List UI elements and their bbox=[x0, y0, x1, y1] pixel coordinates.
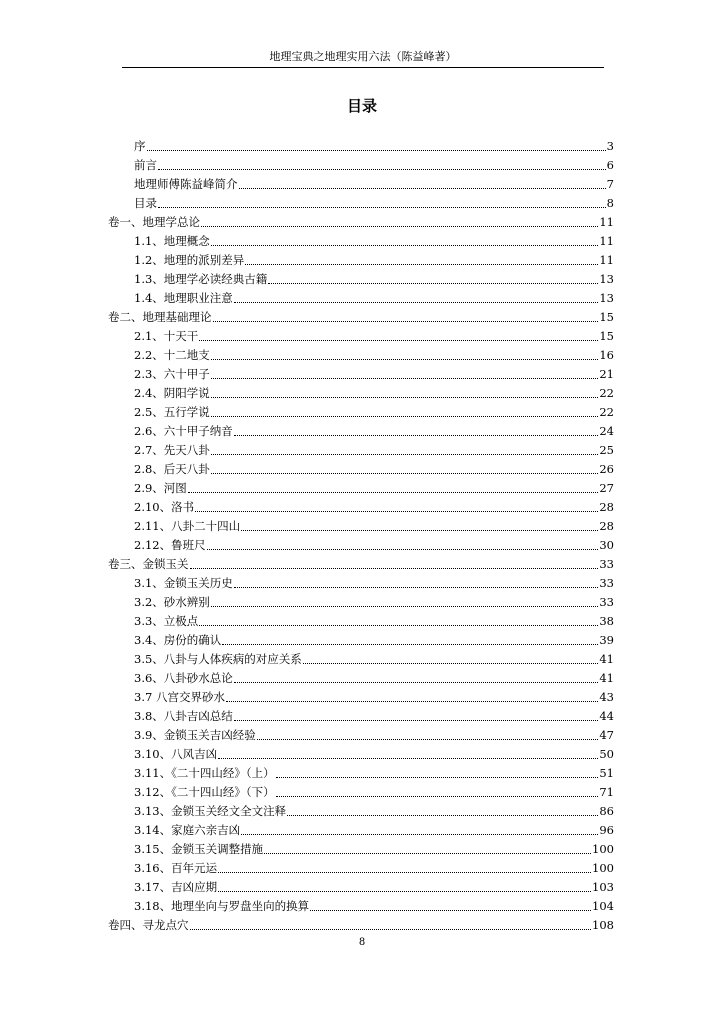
dot-leader bbox=[211, 473, 599, 474]
toc-entry[interactable] bbox=[108, 460, 614, 479]
dot-leader bbox=[241, 834, 598, 835]
dot-leader bbox=[264, 853, 591, 854]
toc-entry-page: 8 bbox=[606, 196, 614, 210]
toc-entry-label: 2.7、先天八卦 bbox=[134, 443, 210, 457]
dot-leader bbox=[207, 549, 599, 550]
dot-leader bbox=[211, 454, 599, 455]
dot-leader bbox=[213, 321, 599, 322]
dot-leader bbox=[188, 492, 599, 493]
dot-leader bbox=[245, 264, 598, 265]
dot-leader bbox=[268, 283, 598, 284]
toc-entry[interactable] bbox=[108, 593, 614, 612]
toc-entry[interactable] bbox=[108, 441, 614, 460]
dot-leader bbox=[234, 435, 599, 436]
toc-entry-label: 2.8、后天八卦 bbox=[134, 462, 210, 476]
toc-entry-page: 13 bbox=[599, 272, 614, 286]
toc-entry-page: 33 bbox=[599, 576, 614, 590]
toc-entry[interactable] bbox=[108, 327, 614, 346]
toc-entry-page: 3 bbox=[606, 139, 614, 153]
toc-entry[interactable] bbox=[108, 764, 614, 783]
dot-leader bbox=[211, 378, 599, 379]
toc-entry-page: 41 bbox=[599, 652, 614, 666]
dot-leader bbox=[234, 302, 599, 303]
toc-entry[interactable] bbox=[108, 403, 614, 422]
toc-entry-label: 2.3、六十甲子 bbox=[134, 367, 210, 381]
dot-leader bbox=[195, 511, 598, 512]
dot-leader bbox=[199, 625, 598, 626]
toc-entry-page: 44 bbox=[599, 709, 614, 723]
toc-entry-label: 3.18、地理坐向与罗盘坐向的换算 bbox=[134, 899, 310, 913]
toc-entry[interactable] bbox=[108, 897, 614, 916]
toc-entry-label: 序 bbox=[134, 139, 146, 153]
toc-entry[interactable] bbox=[108, 175, 614, 194]
toc-entry-label: 3.16、百年元运 bbox=[134, 861, 218, 875]
toc-entry[interactable] bbox=[108, 745, 614, 764]
toc-entry-page: 22 bbox=[599, 386, 614, 400]
toc-entry-label: 2.10、洛书 bbox=[134, 500, 195, 514]
toc-entry[interactable] bbox=[108, 384, 614, 403]
toc-entry-label: 3.12、《二十四山经》（下） bbox=[134, 785, 275, 799]
toc-entry-page: 25 bbox=[599, 443, 614, 457]
toc-entry-page: 47 bbox=[599, 728, 614, 742]
toc-entry-page: 33 bbox=[599, 557, 614, 571]
toc-entry-page: 7 bbox=[606, 177, 614, 191]
toc-entry-label: 2.9、河图 bbox=[134, 481, 187, 495]
toc-entry[interactable] bbox=[108, 213, 614, 232]
toc-entry-label: 地理师傅陈益峰简介 bbox=[134, 177, 238, 191]
dot-leader bbox=[287, 815, 598, 816]
toc-entry-page: 43 bbox=[599, 690, 614, 704]
toc-entry-page: 41 bbox=[599, 671, 614, 685]
dot-leader bbox=[241, 530, 598, 531]
toc-entry-label: 3.1、金锁玉关历史 bbox=[134, 576, 233, 590]
toc-entry[interactable] bbox=[108, 916, 614, 935]
toc-entry-label: 目录 bbox=[134, 196, 157, 210]
dot-leader bbox=[218, 872, 591, 873]
toc-entry-page: 100 bbox=[592, 861, 614, 875]
toc-entry[interactable] bbox=[108, 859, 614, 878]
toc-entry[interactable] bbox=[108, 555, 614, 574]
toc-entry-page: 27 bbox=[599, 481, 614, 495]
toc-entry-page: 103 bbox=[592, 880, 614, 894]
dot-leader bbox=[190, 568, 599, 569]
toc-entry-label: 卷三、金锁玉关 bbox=[108, 557, 189, 571]
toc-entry-page: 33 bbox=[599, 595, 614, 609]
toc-entry-label: 3.2、砂水辨别 bbox=[134, 595, 210, 609]
toc-entry[interactable] bbox=[108, 479, 614, 498]
toc-entry-label: 3.10、八风吉凶 bbox=[134, 747, 218, 761]
dot-leader bbox=[158, 169, 606, 170]
toc-entry-label: 2.12、鲁班尺 bbox=[134, 538, 206, 552]
toc-entry[interactable] bbox=[108, 840, 614, 859]
toc-entry-label: 3.14、家庭六亲吉凶 bbox=[134, 823, 241, 837]
toc-entry-label: 3.7 八宫交界砂水 bbox=[134, 690, 225, 704]
toc-entry-page: 71 bbox=[599, 785, 614, 799]
toc-entry-label: 卷一、地理学总论 bbox=[108, 215, 200, 229]
toc-entry-label: 前言 bbox=[134, 158, 157, 172]
toc-entry-page: 28 bbox=[599, 500, 614, 514]
toc-entry-label: 卷四、寻龙点穴 bbox=[108, 918, 189, 932]
toc-entry[interactable] bbox=[108, 707, 614, 726]
dot-leader bbox=[234, 682, 599, 683]
toc-entry[interactable] bbox=[108, 631, 614, 650]
toc-entry-label: 2.11、八卦二十四山 bbox=[134, 519, 241, 533]
toc-entry-page: 50 bbox=[599, 747, 614, 761]
toc-entry[interactable] bbox=[108, 517, 614, 536]
toc-entry-label: 3.3、立极点 bbox=[134, 614, 199, 628]
toc-entry-label: 1.1、地理概念 bbox=[134, 234, 210, 248]
toc-entry[interactable] bbox=[108, 612, 614, 631]
toc-entry-label: 2.2、十二地支 bbox=[134, 348, 210, 362]
toc-entry[interactable] bbox=[108, 251, 614, 270]
toc-entry-label: 1.3、地理学必读经典古籍 bbox=[134, 272, 268, 286]
dot-leader bbox=[190, 929, 592, 930]
toc-entry[interactable] bbox=[108, 574, 614, 593]
toc-entry[interactable] bbox=[108, 137, 614, 156]
toc-entry-page: 21 bbox=[599, 367, 614, 381]
dot-leader bbox=[201, 226, 598, 227]
toc-entry[interactable] bbox=[108, 346, 614, 365]
dot-leader bbox=[239, 188, 606, 189]
dot-leader bbox=[234, 587, 599, 588]
toc-entry-label: 3.13、金锁玉关经文全文注释 bbox=[134, 804, 287, 818]
toc-entry[interactable] bbox=[108, 650, 614, 669]
toc-entry-label: 3.6、八卦砂水总论 bbox=[134, 671, 233, 685]
toc-entry-page: 13 bbox=[599, 291, 614, 305]
dot-leader bbox=[211, 397, 599, 398]
toc-entry-page: 11 bbox=[599, 234, 614, 248]
toc-entry-label: 卷二、地理基础理论 bbox=[108, 310, 212, 324]
table-of-contents bbox=[108, 137, 614, 935]
toc-entry[interactable] bbox=[108, 688, 614, 707]
dot-leader bbox=[147, 150, 606, 151]
toc-entry-page: 28 bbox=[599, 519, 614, 533]
toc-entry[interactable] bbox=[108, 232, 614, 251]
toc-entry-label: 3.15、金锁玉关调整措施 bbox=[134, 842, 264, 856]
dot-leader bbox=[257, 739, 599, 740]
toc-entry[interactable] bbox=[108, 365, 614, 384]
toc-entry[interactable] bbox=[108, 821, 614, 840]
dot-leader bbox=[211, 245, 599, 246]
dot-leader bbox=[226, 701, 598, 702]
toc-entry-page: 30 bbox=[599, 538, 614, 552]
toc-entry[interactable] bbox=[108, 270, 614, 289]
toc-entry[interactable] bbox=[108, 878, 614, 897]
toc-entry-page: 51 bbox=[599, 766, 614, 780]
toc-entry-label: 3.5、八卦与人体疾病的对应关系 bbox=[134, 652, 302, 666]
toc-entry-page: 108 bbox=[592, 918, 614, 932]
dot-leader bbox=[234, 720, 599, 721]
dot-leader bbox=[211, 359, 599, 360]
dot-leader bbox=[211, 606, 599, 607]
toc-entry-label: 2.1、十天干 bbox=[134, 329, 199, 343]
dot-leader bbox=[222, 644, 598, 645]
toc-entry[interactable] bbox=[108, 289, 614, 308]
dot-leader bbox=[218, 891, 591, 892]
toc-entry-page: 96 bbox=[599, 823, 614, 837]
dot-leader bbox=[276, 796, 599, 797]
toc-entry-page: 15 bbox=[599, 310, 614, 324]
toc-entry-page: 100 bbox=[592, 842, 614, 856]
toc-entry-page: 39 bbox=[599, 633, 614, 647]
toc-entry-page: 26 bbox=[599, 462, 614, 476]
dot-leader bbox=[276, 777, 599, 778]
toc-entry-label: 1.4、地理职业注意 bbox=[134, 291, 233, 305]
toc-entry-label: 3.17、吉凶应期 bbox=[134, 880, 218, 894]
toc-entry-page: 24 bbox=[599, 424, 614, 438]
toc-entry-label: 1.2、地理的派别差异 bbox=[134, 253, 245, 267]
toc-entry-page: 11 bbox=[599, 253, 614, 267]
toc-entry[interactable] bbox=[108, 802, 614, 821]
toc-entry[interactable] bbox=[108, 194, 614, 213]
toc-entry-page: 15 bbox=[599, 329, 614, 343]
toc-entry-page: 38 bbox=[599, 614, 614, 628]
toc-entry-label: 3.9、金锁玉关吉凶经验 bbox=[134, 728, 256, 742]
toc-entry[interactable] bbox=[108, 156, 614, 175]
toc-entry[interactable] bbox=[108, 536, 614, 555]
toc-entry-page: 22 bbox=[599, 405, 614, 419]
toc-entry-label: 3.11、《二十四山经》（上） bbox=[134, 766, 275, 780]
dot-leader bbox=[158, 207, 606, 208]
toc-entry-label: 3.4、房份的确认 bbox=[134, 633, 222, 647]
dot-leader bbox=[303, 663, 599, 664]
running-header: 地理宝典之地理实用六法（陈益峰著） bbox=[269, 50, 457, 63]
dot-leader bbox=[310, 910, 591, 911]
toc-entry-page: 104 bbox=[592, 899, 614, 913]
toc-entry-page: 11 bbox=[599, 215, 614, 229]
toc-entry-page: 86 bbox=[599, 804, 614, 818]
toc-entry[interactable] bbox=[108, 308, 614, 327]
toc-entry-page: 16 bbox=[599, 348, 614, 362]
toc-entry-label: 3.8、八卦吉凶总结 bbox=[134, 709, 233, 723]
toc-entry[interactable] bbox=[108, 669, 614, 688]
toc-entry-label: 2.5、五行学说 bbox=[134, 405, 210, 419]
toc-entry-label: 2.4、阴阳学说 bbox=[134, 386, 210, 400]
toc-entry-label: 2.6、六十甲子纳音 bbox=[134, 424, 233, 438]
dot-leader bbox=[199, 340, 598, 341]
toc-entry[interactable] bbox=[108, 498, 614, 517]
header-divider bbox=[122, 67, 604, 68]
page-number: 8 bbox=[358, 937, 366, 948]
dot-leader bbox=[218, 758, 598, 759]
toc-entry-page: 6 bbox=[606, 158, 614, 172]
toc-heading: 目录 bbox=[346, 97, 377, 115]
toc-entry[interactable] bbox=[108, 422, 614, 441]
toc-entry[interactable] bbox=[108, 783, 614, 802]
dot-leader bbox=[211, 416, 599, 417]
toc-entry[interactable] bbox=[108, 726, 614, 745]
